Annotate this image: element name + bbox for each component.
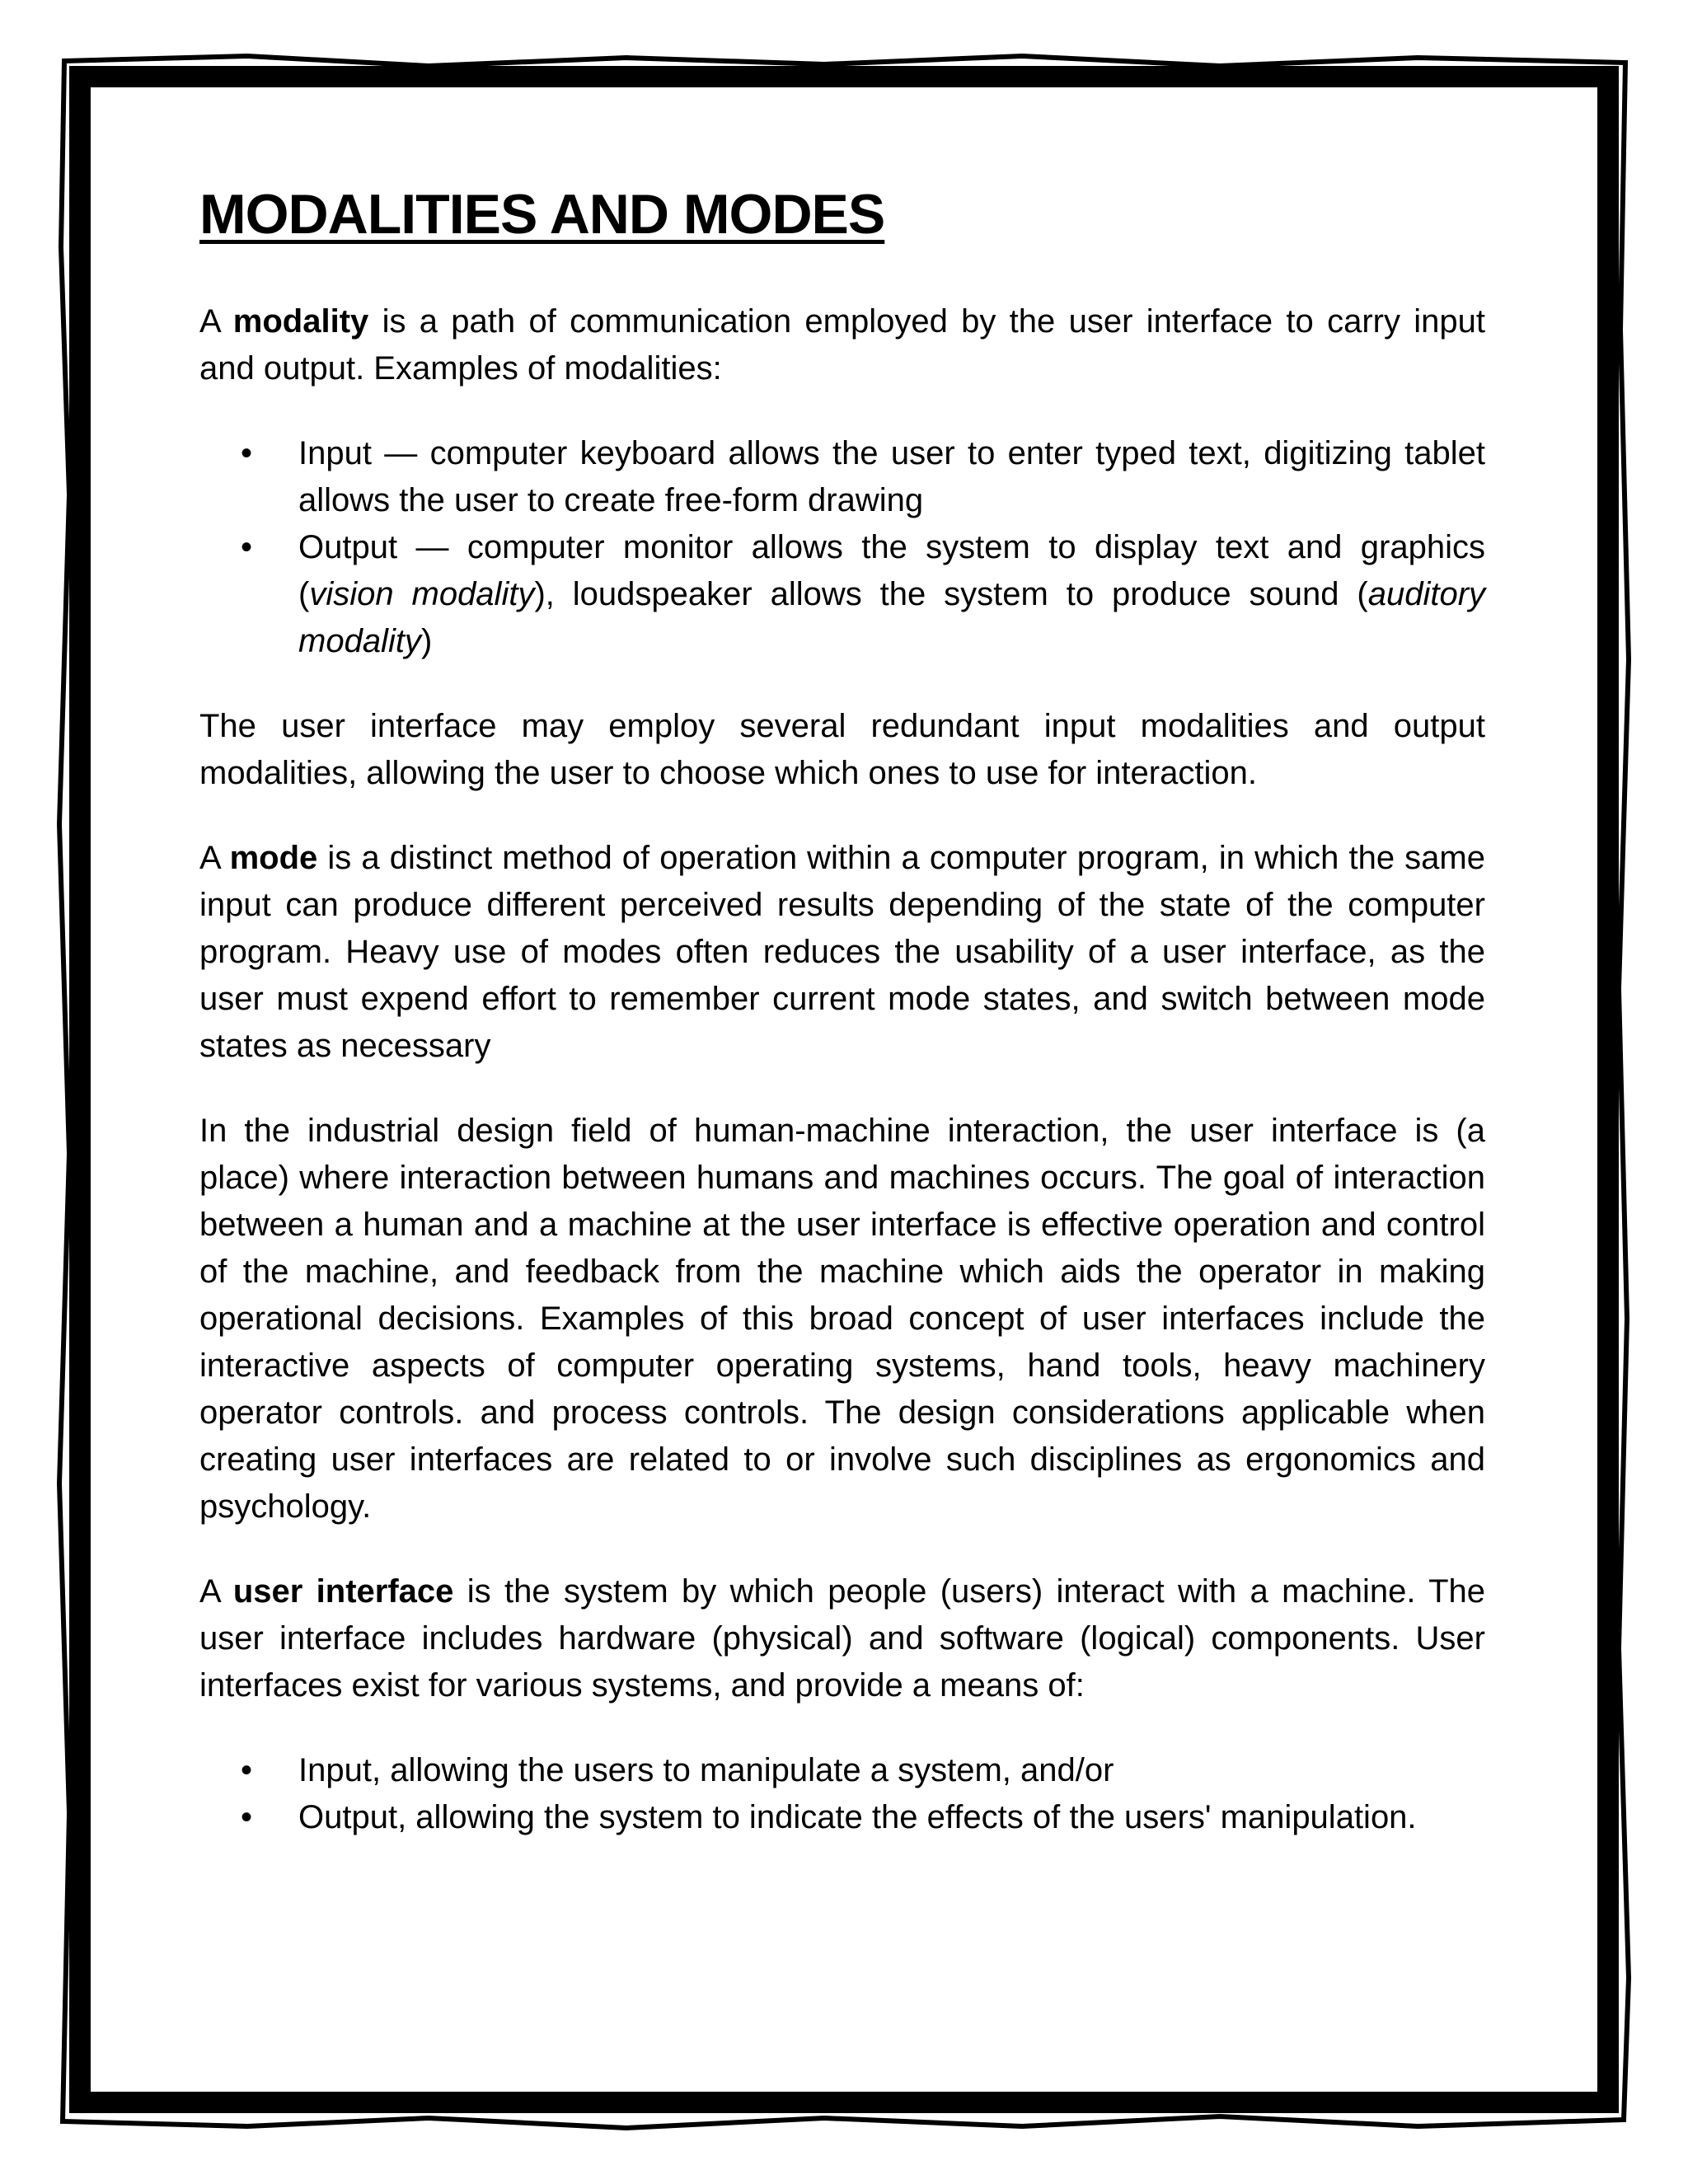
- list-item-input-modality: [199, 430, 1485, 524]
- list-item-text: ), loudspeaker allows the system to produce sound (: [534, 576, 1368, 612]
- paragraph-user-interface-lead: A: [199, 1573, 233, 1610]
- paragraph-user-interface: [199, 1568, 1485, 1709]
- term-auditory-modality: auditory modality: [298, 576, 1486, 659]
- list-item-text: ): [420, 623, 433, 659]
- paragraph-user-interface-text: is the system by which people (users) interact with a machine. The user interface includes hardware (physical) and software (logical) components. User interfaces exist for various systems, and provide a means of:: [199, 1573, 1485, 1704]
- paragraph-mode-text: is a distinct method of operation within a computer program, in which the same input can produce different perceived results depending of the state of the computer program. Heavy use of modes often reduces the usability of a user interface, as the user must expend effort to remember current mode states, and switch between mode states as necessary: [199, 840, 1485, 1064]
- list-item-text: Input, allowing the users to manipulate a system, and/or: [298, 1752, 1114, 1788]
- list-item-output: [199, 1794, 1485, 1841]
- list-item-text: Output — computer monitor allows the system to display text and graphics (: [298, 529, 1485, 612]
- paragraph-modality: [199, 298, 1485, 392]
- term-vision-modality: vision modality: [309, 576, 535, 612]
- paragraph-industrial-design: In the industrial design field of human-machine interaction, the user interface is (a place) where interaction between humans and machines occurs. The goal of interaction between a human and a machine at the user interface is effective operation and control of the machine, and feedback from the machine which aids the operator in making operational decisions. Examples of this broad concept of user interfaces include the interactive aspects of computer operating systems, hand tools, heavy machinery operator controls. and process controls. The design considerations applicable when creating user interfaces are related to or involve such disciplines as ergonomics and psychology.: [199, 1113, 1485, 1525]
- list-item-output-modality: [199, 524, 1485, 665]
- list-item-input: [199, 1747, 1485, 1794]
- list-item-text: Output, allowing the system to indicate the effects of the users' manipulation.: [298, 1799, 1417, 1835]
- term-mode: mode: [229, 840, 318, 876]
- term-modality: modality: [232, 303, 369, 340]
- page-title: MODALITIES AND MODES: [199, 183, 885, 246]
- document-body: [199, 181, 1485, 1879]
- bullet-icon: •: [241, 435, 253, 471]
- modality-examples-list: [199, 430, 1485, 665]
- bullet-icon: •: [241, 1799, 253, 1835]
- paragraph-redundant-modalities: The user interface may employ several redundant input modalities and output modalities, allowing the user to choose which ones to use for interaction.: [199, 708, 1485, 791]
- paragraph-mode-lead: A: [199, 840, 230, 876]
- bullet-icon: •: [241, 529, 253, 565]
- bullet-icon: •: [241, 1752, 253, 1788]
- term-user-interface: user interface: [232, 1573, 454, 1610]
- list-item-text: Input — computer keyboard allows the user to enter typed text, digitizing tablet allows the user to create free-form drawing: [298, 435, 1485, 518]
- paragraph-modality-lead: A: [199, 303, 233, 340]
- user-interface-means-list: [199, 1747, 1485, 1841]
- paragraph-modality-text: is a path of communication employed by the user interface to carry input and output. Examples of modalities:: [199, 303, 1485, 387]
- paragraph-mode: [199, 835, 1485, 1070]
